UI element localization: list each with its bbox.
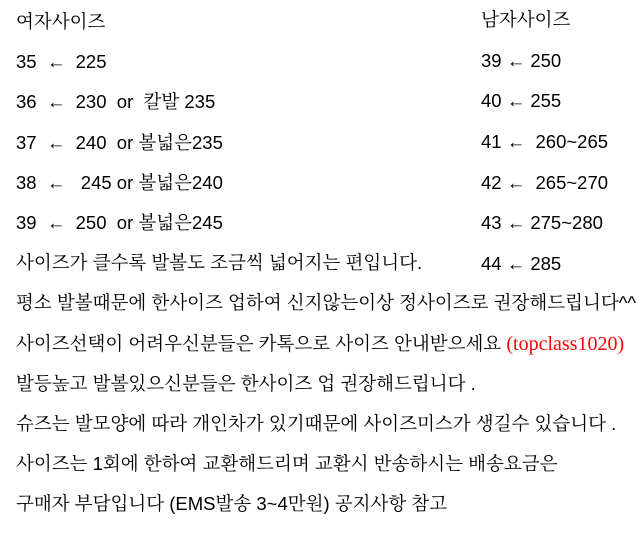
- women-size-row: 36 ← 230 or 칼발 235: [16, 91, 216, 113]
- men-size-row: 39 ← 250: [481, 49, 562, 71]
- men-size-row: 40 ← 255: [481, 90, 562, 112]
- men-size-row: 43 ← 275~280: [481, 212, 603, 234]
- size-note-text: 사이즈선택이 어려우신분들은 카톡으로 사이즈 안내받으세요: [16, 332, 507, 354]
- size-note-line: 평소 발볼때문에 한사이즈 업하여 신지않는이상 정사이즈로 권장해드립니다^^: [16, 292, 637, 314]
- size-note-line: 사이즈는 1회에 한하여 교환해드리며 교환시 반송하시는 배송요금은: [16, 453, 558, 475]
- women-sizes-header: 여자사이즈: [16, 11, 106, 32]
- men-size-row: 42 ← 265~270: [481, 171, 609, 193]
- women-size-row: 39 ← 250 or 볼넓은245: [16, 211, 223, 233]
- women-size-row: 38 ← 245 or 볼넓은240: [16, 171, 223, 193]
- size-note-line: 슈즈는 발모양에 따라 개인차가 있기때문에 사이즈미스가 생길수 있습니다 .: [16, 412, 617, 434]
- men-size-row: 44 ← 285: [481, 253, 562, 275]
- women-size-row: 37 ← 240 or 볼넓은235: [16, 131, 223, 153]
- size-note-line: [16, 324, 636, 364]
- size-note-line: 사이즈가 클수록 발볼도 조금씩 넓어지는 편입니다.: [16, 252, 423, 274]
- men-size-row: 41 ← 260~265: [481, 131, 609, 153]
- size-note-line: 구매자 부담입니다 (EMS발송 3~4만원) 공지사항 참고: [16, 493, 448, 515]
- size-note-line: 발등높고 발볼있으신분들은 한사이즈 업 권장해드립니다 .: [16, 372, 476, 394]
- women-size-row: 35 ← 225: [16, 51, 107, 73]
- men-sizes-column: [481, 0, 608, 285]
- kakao-id-highlight: (topclass1020): [506, 332, 625, 355]
- men-sizes-header: 남자사이즈: [481, 9, 571, 30]
